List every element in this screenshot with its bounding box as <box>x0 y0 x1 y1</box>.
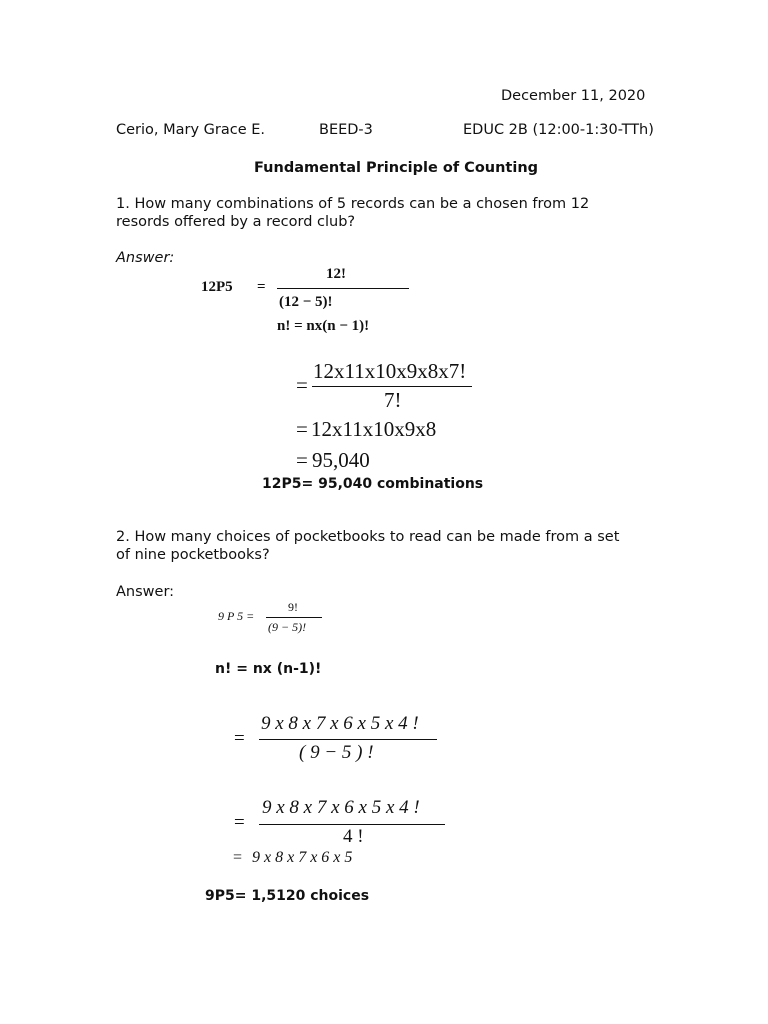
q1-step1-denominator: 7! <box>384 388 402 412</box>
q2-step1-equals: = <box>234 728 245 749</box>
q2-answer-label: Answer: <box>116 584 175 600</box>
q2-identity: n! = nx (n-1)! <box>215 661 322 677</box>
q1-lhs: 12P5 <box>201 279 233 295</box>
q1-step1-numerator: 12x11x10x9x8x7! <box>313 359 467 383</box>
q2-step3: 9 x 8 x 7 x 6 x 5 <box>252 849 353 866</box>
q2-step1-numerator: 9 x 8 x 7 x 6 x 5 x 4 ! <box>261 713 419 734</box>
q1-step1-fraction-bar <box>312 386 472 387</box>
q2-step2-fraction-bar <box>259 824 445 825</box>
q1-step3-equals: = <box>296 448 308 472</box>
course: BEED-3 <box>319 122 373 138</box>
date: December 11, 2020 <box>501 88 646 104</box>
subject: EDUC 2B (12:00-1:30-TTh) <box>463 122 654 138</box>
q2-lhs: 9 P 5 = <box>218 609 255 623</box>
q2-numerator: 9! <box>288 600 298 614</box>
q1-equals: = <box>257 279 266 295</box>
q1-step2-equals: = <box>296 417 308 441</box>
q2-step2-equals: = <box>234 812 245 833</box>
q2-step2-denominator: 4 ! <box>343 826 364 847</box>
q2-step2-numerator: 9 x 8 x 7 x 6 x 5 x 4 ! <box>262 797 420 818</box>
q1-question-line2: resords offered by a record club? <box>116 214 356 230</box>
q1-step3: 95,040 <box>312 448 370 472</box>
q2-fraction-bar <box>266 617 322 618</box>
q2-step1-denominator: ( 9 − 5 ) ! <box>299 742 374 763</box>
q1-denominator: (12 − 5)! <box>279 294 333 310</box>
q1-answer-label: Answer: <box>116 250 175 266</box>
q1-step2: 12x11x10x9x8 <box>311 417 437 441</box>
q2-step3-equals: = <box>233 849 243 866</box>
q1-step1-equals: = <box>296 373 308 397</box>
q2-step1-fraction-bar <box>259 739 437 740</box>
q1-identity: n! = nx(n − 1)! <box>277 318 370 334</box>
q2-question-line2: of nine pocketbooks? <box>116 547 270 563</box>
q2-result: 9P5= 1,5120 choices <box>205 888 370 904</box>
q2-denominator: (9 − 5)! <box>268 620 307 634</box>
student-name: Cerio, Mary Grace E. <box>116 122 266 138</box>
q1-result: 12P5= 95,040 combinations <box>262 476 484 492</box>
document-title: Fundamental Principle of Counting <box>254 160 539 176</box>
q1-fraction-bar <box>277 288 409 289</box>
q2-question-line1: 2. How many choices of pocketbooks to read can be made from a set <box>116 529 620 545</box>
q1-question-line1: 1. How many combinations of 5 records can be a chosen from 12 <box>116 196 590 212</box>
q1-numerator: 12! <box>326 266 346 282</box>
